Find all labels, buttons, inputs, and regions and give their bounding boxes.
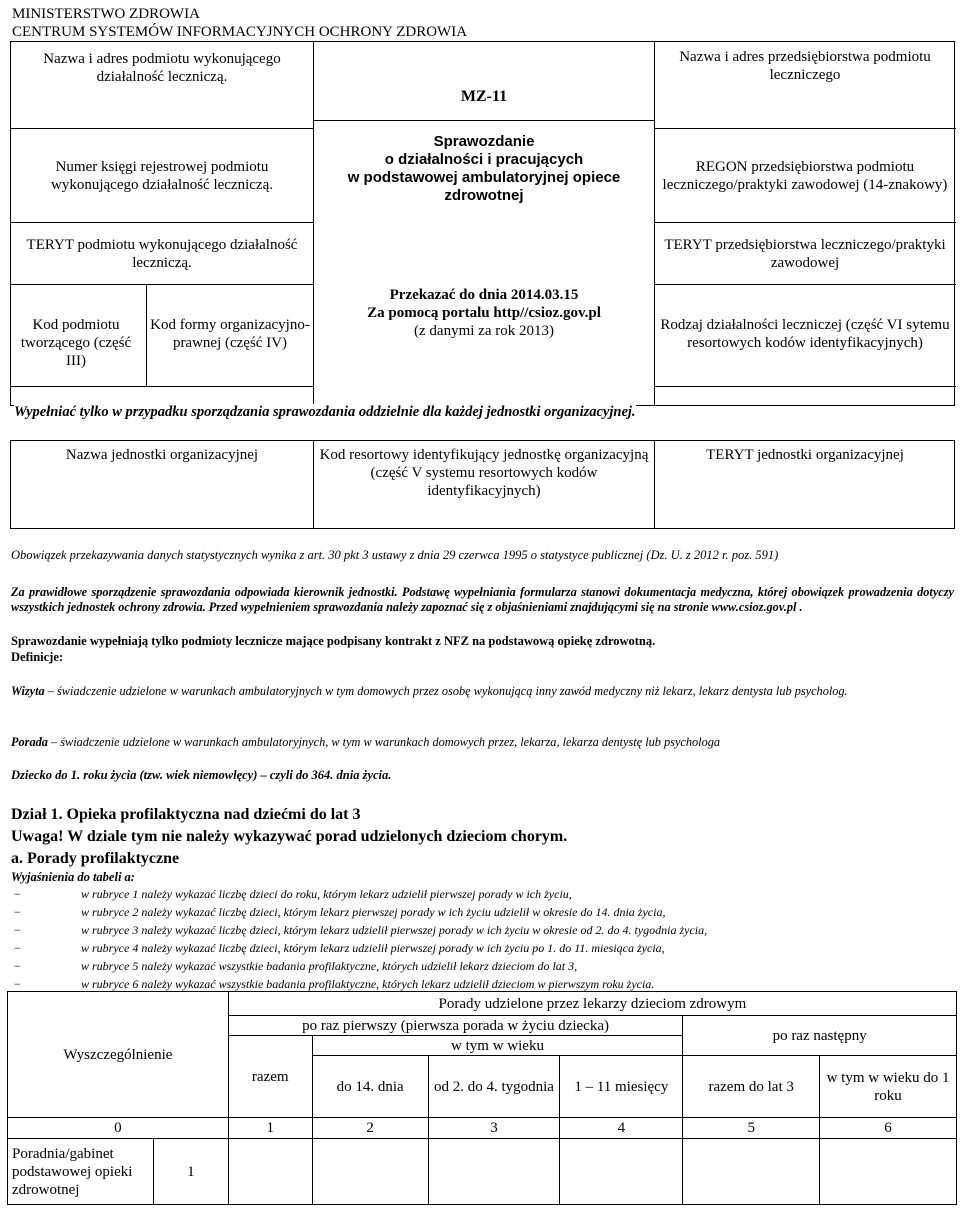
report-title-line: Sprawozdanie	[433, 133, 535, 150]
col-header-wiek1: w tym w wieku do 1 roku	[820, 1056, 957, 1118]
left-entity-name-label: Nazwa i adres podmiotu wykonującego działalność leczniczą.	[43, 51, 281, 85]
bullet-mark: −	[14, 941, 21, 955]
col-header-od2do4: od 2. do 4. tygodnia	[428, 1056, 560, 1118]
list-item	[11, 959, 951, 977]
nfz-note: Sprawozdanie wypełniają tylko podmioty lecznicze mające podpisany kontrakt z NFZ na podstawową opiekę zdrowotną.	[11, 634, 656, 648]
list-item	[11, 905, 951, 923]
bullet-mark: −	[14, 959, 21, 973]
portal-info: Za pomocą portalu http//csioz.gov.pl	[367, 305, 601, 321]
col-number: 3	[428, 1118, 560, 1139]
activity-type-label: Rodzaj działalności leczniczej (część VI sytemu resortowych kodów identyfikacyjnych)	[660, 317, 950, 351]
table-explanation-label: Wyjaśnienia do tabeli a:	[11, 870, 135, 884]
col-number: 5	[683, 1118, 820, 1139]
report-title-line: w podstawowej ambulatoryjnej opiece	[347, 169, 621, 186]
wizyta-term: Wizyta	[11, 684, 45, 698]
data-cell[interactable]	[683, 1139, 820, 1205]
bullet-mark: −	[14, 923, 21, 937]
row-number: 1	[153, 1139, 228, 1205]
bullet-mark: −	[14, 887, 21, 901]
col-group-header: Porady udzielone przez lekarzy dzieciom zdrowym	[228, 992, 956, 1016]
right-teryt-label: TERYT przedsiębiorstwa leczniczego/praktyki zawodowej	[664, 237, 946, 271]
bullet-text: w rubryce 4 należy wykazać liczbę dzieci, którym lekarz udzielił pierwszej porady w ich życiu po 1. do 11. miesiąca życia,	[81, 941, 665, 955]
list-item	[11, 923, 951, 941]
explanation-list	[11, 887, 951, 995]
report-title-line: zdrowotnej	[444, 187, 524, 204]
bullet-text: w rubryce 1 należy wykazać liczbę dzieci do roku, którym lekarz udzielił pierwszej porady w ich życiu,	[81, 887, 572, 901]
center-name: CENTRUM SYSTEMÓW INFORMACYJNYCH OCHRONY ZDROWIA	[12, 24, 468, 40]
bullet-text: w rubryce 5 należy wykazać wszystkie badania profilaktyczne, których udzielił lekarz dzieciom do lat 3,	[81, 959, 578, 973]
data-cell[interactable]	[228, 1139, 312, 1205]
row-label: Poradnia/gabinet podstawowej opieki zdrowotnej	[8, 1139, 154, 1205]
data-cell[interactable]	[820, 1139, 957, 1205]
col-header-next-time: po raz następny	[683, 1016, 957, 1056]
col-number: 2	[312, 1118, 428, 1139]
porada-text: – świadczenie udzielone w warunkach ambulatoryjnych, w tym w warunkach domowych przez, lekarza, lekarza dentystę lub psychologa	[47, 735, 721, 749]
col-header-first-time: po raz pierwszy (pierwsza porada w życiu dziecka)	[228, 1016, 682, 1036]
deadline: Przekazać do dnia 2014.03.15	[389, 287, 579, 303]
preventive-visits-table	[7, 991, 957, 1205]
bullet-mark: −	[14, 905, 21, 919]
wizyta-definition	[11, 684, 954, 699]
section-warning: Uwaga! W dziale tym nie należy wykazywać porad udzielonych dzieciom chorym.	[11, 828, 568, 845]
col-header-1-11: 1 – 11 miesięcy	[560, 1056, 683, 1118]
col-number: 1	[228, 1118, 312, 1139]
col-header-in-age: w tym w wieku	[312, 1036, 683, 1056]
form-code: MZ-11	[460, 88, 508, 105]
col-header-razem: razem	[228, 1036, 312, 1118]
bullet-text: w rubryce 6 należy wykazać wszystkie badania profilaktyczne, których lekarz udzielił dzieciom w pierwszym roku życia.	[81, 977, 655, 991]
fill-note: Wypełniać tylko w przypadku sporządzania sprawozdania oddzielnie dla każdej jednostki organizacyjnej.	[14, 404, 636, 420]
bullet-mark: −	[14, 977, 21, 991]
legal-form-code-label: Kod formy organizacyjno-prawnej (część IV)	[150, 317, 310, 351]
year-note: (z danymi za rok 2013)	[414, 323, 554, 339]
porada-term: Porada	[11, 735, 48, 749]
section-subtitle: a. Porady profilaktyczne	[11, 850, 180, 867]
list-item	[11, 887, 951, 905]
definitions-label: Definicje:	[11, 650, 64, 664]
wizyta-text: – świadczenie udzielone w warunkach ambulatoryjnych w tym domowych przez osobę wykonującą inny zawód medyczny niż lekarz, lekarz dentysta lub psycholog.	[44, 684, 848, 698]
col-header-wyszczegolnienie: Wyszczególnienie	[8, 992, 229, 1118]
col-header-do14: do 14. dnia	[312, 1056, 428, 1118]
founding-entity-code-label: Kod podmiotu tworzącego (część III)	[20, 317, 132, 369]
report-title	[314, 133, 654, 205]
section-title: Dział 1. Opieka profilaktyczna nad dziećmi do lat 3	[11, 806, 361, 823]
list-item	[11, 941, 951, 959]
bullet-text: w rubryce 2 należy wykazać liczbę dzieci, którym lekarz pierwszej porady w ich życiu udzielił w okresie do 14. dnia życia,	[81, 905, 666, 919]
unit-code-label: Kod resortowy identyfikujący jednostkę organizacyjną (część V systemu resortowych kodów identyfikacyjnych)	[319, 447, 649, 499]
bullet-text: w rubryce 3 należy wykazać liczbę dzieci, którym lekarz udzielił pierwszej porady w ich życiu w okresie od 2. do 4. tygodnia życia,	[81, 923, 708, 937]
registry-number-label: Numer księgi rejestrowej podmiotu wykonującego działalność leczniczą.	[51, 159, 273, 193]
data-cell[interactable]	[560, 1139, 683, 1205]
regon-label: REGON przedsiębiorstwa podmiotu leczniczego/praktyki zawodowej (14-znakowy)	[662, 159, 948, 193]
col-number: 6	[820, 1118, 957, 1139]
responsibility-note: Za prawidłowe sporządzenie sprawozdania odpowiada kierownik jednostki. Podstawę wypełniania formularza stanowi dokumentacja medyczna, której obowiązek prowadzenia dotyczy wszystkich jednostek ochrony zdrowia. Przed wypełnieniem sprawozdania należy zapoznać się z objaśnieniami znajdującymi się na stronie www.csioz.gov.pl .	[11, 585, 954, 614]
right-enterprise-name-label: Nazwa i adres przedsiębiorstwa podmiotu leczniczego	[679, 49, 931, 83]
col-header-razem3: razem do lat 3	[683, 1056, 820, 1118]
child-definition: Dziecko do 1. roku życia (tzw. wiek niemowlęcy) – czyli do 364. dnia życia.	[11, 768, 392, 782]
table-row	[8, 1139, 957, 1205]
porada-definition	[11, 735, 954, 750]
left-teryt-label: TERYT podmiotu wykonującego działalność leczniczą.	[26, 237, 298, 271]
unit-teryt-label: TERYT jednostki organizacyjnej	[706, 447, 904, 463]
unit-name-label: Nazwa jednostki organizacyjnej	[65, 447, 259, 463]
data-cell[interactable]	[428, 1139, 560, 1205]
ministry-name: MINISTERSTWO ZDROWIA	[12, 6, 200, 22]
data-cell[interactable]	[312, 1139, 428, 1205]
legal-basis-note: Obowiązek przekazywania danych statystycznych wynika z art. 30 pkt 3 ustawy z dnia 29 czerwca 1995 o statystyce publicznej (Dz. U. z 2012 r. poz. 591)	[11, 548, 779, 562]
report-title-line: o działalności i pracujących	[384, 151, 584, 168]
col-number: 4	[560, 1118, 683, 1139]
col-number: 0	[8, 1118, 229, 1139]
